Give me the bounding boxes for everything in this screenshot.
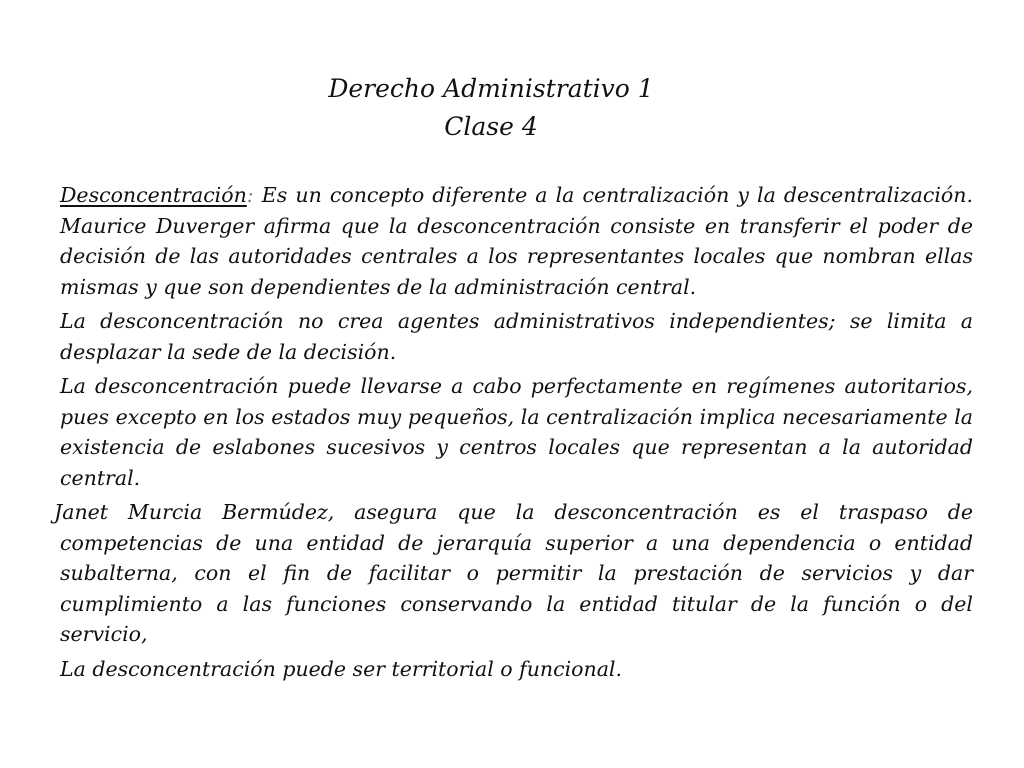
term-separator: : — [246, 183, 254, 207]
paragraph-murcia: Janet Murcia Bermúdez, asegura que la desconcentración es el traspaso de competencias de una entidad de jerarquía superior a una dependencia o entidad subalterna, con el fin de facilitar o permitir la prestación de servicios y dar cumplimiento a las funciones conservando la entidad titular de la función o del servicio, — [54, 500, 973, 646]
slide-title — [0, 70, 982, 146]
paragraph-definition — [60, 180, 973, 302]
slide-body — [54, 180, 973, 688]
paragraph-definition-text: Es un concepto diferente a la centralización y la descentralización. Maurice Duverger afirma que la desconcentración consiste en transferir el poder de decisión de las autoridades centrales a los representantes locales que nombran ellas mismas y que son dependientes de la administración central. — [60, 183, 973, 299]
term-desconcentracion: Desconcentración — [60, 183, 247, 207]
paragraph-types: La desconcentración puede ser territorial o funcional. — [60, 656, 623, 681]
title-line-class: Clase 4 — [444, 112, 538, 141]
paragraph-regimes: La desconcentración puede llevarse a cabo perfectamente en regímenes autoritarios, pues excepto en los estados muy pequeños, la centralización implica necesariamente la existencia de eslabones sucesivos y centros locales que representan a la autoridad central. — [60, 374, 973, 490]
paragraph-agents: La desconcentración no crea agentes administrativos independientes; se limita a desplazar la sede de la decisión. — [60, 309, 973, 364]
title-line-course: Derecho Administrativo 1 — [328, 74, 654, 103]
